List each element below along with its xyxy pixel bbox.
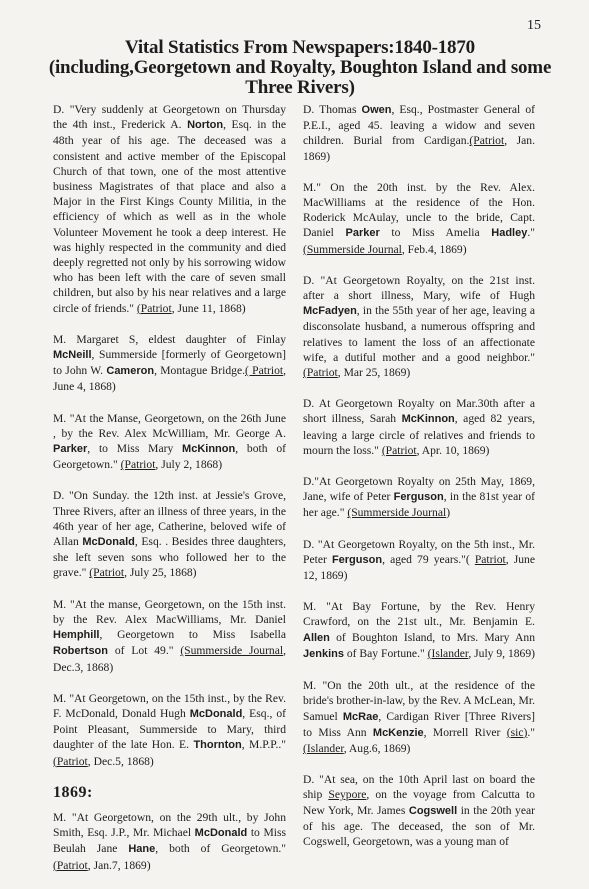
surname: McFadyen bbox=[303, 305, 357, 318]
surname: McNeill bbox=[53, 349, 92, 362]
entry-text: , Dec.3, 1868) bbox=[53, 644, 287, 674]
source-citation: (sic) bbox=[506, 725, 528, 739]
record-entry bbox=[303, 102, 535, 164]
entry-text: , aged 79 years."( bbox=[382, 552, 475, 566]
entry-text: , Morrell River bbox=[423, 725, 507, 739]
source-citation: Seypore bbox=[328, 788, 367, 802]
surname: McKenzie bbox=[372, 726, 424, 739]
surname: McDonald bbox=[194, 827, 248, 840]
entry-text: , July 25, 1868) bbox=[124, 566, 197, 580]
title-line-3: Three Rivers) bbox=[245, 77, 355, 98]
source-citation: (Islander bbox=[303, 741, 344, 755]
surname: Hane bbox=[128, 843, 156, 856]
entry-text: , June 12, 1869) bbox=[303, 552, 535, 583]
entry-text: , M.P.P.." bbox=[241, 738, 286, 752]
entry-text: ." bbox=[527, 725, 535, 739]
entry-text: , Feb.4, 1869) bbox=[401, 242, 467, 256]
record-entry bbox=[303, 180, 535, 257]
surname: Norton bbox=[187, 119, 224, 132]
entry-text: D. "At Georgetown Royalty, on the 5th inst., Mr. Peter bbox=[303, 537, 535, 566]
entry-text: , aged 82 years, leaving a large circle of relatives and friends to mourn the loss." bbox=[303, 412, 536, 457]
page-title bbox=[40, 38, 560, 98]
entry-text: M. "At Georgetown, on the 29th ult., by John Smith, Esq. J.P., Mr. Michael bbox=[53, 810, 286, 840]
entry-text: M. "On the 20th ult., at the residence of the bride's brother-in-law, by the Rev. A McLean, Mr. Samuel bbox=[303, 679, 535, 723]
source-citation: (Islander bbox=[427, 646, 469, 660]
entry-text: M. "At the Manse, Georgetown, on the 26th June , by the Rev. Alex McWilliam, Mr. George A. bbox=[53, 411, 286, 440]
entry-text: of Bay Fortune." bbox=[343, 646, 428, 660]
source-citation: (Patriot bbox=[469, 134, 505, 148]
surname: McDonald bbox=[189, 707, 243, 720]
title-line-1: Vital Statistics From Newspapers:1840-1870 bbox=[125, 37, 475, 58]
entry-text: D. At Georgetown Royalty on Mar.30th after a short illness, Sarah bbox=[303, 397, 535, 426]
entry-text: , Aug.6, 1869) bbox=[343, 741, 411, 755]
surname: Parker bbox=[345, 227, 380, 240]
surname: Jenkins bbox=[303, 647, 344, 660]
entry-text: , Jan. 1869) bbox=[303, 134, 535, 163]
surname: Ferguson bbox=[331, 553, 383, 566]
source-citation: Patriot bbox=[474, 552, 506, 566]
source-citation: (Summerside Journal bbox=[347, 506, 447, 520]
left-column bbox=[53, 102, 286, 889]
source-citation: (Patriot bbox=[136, 301, 172, 315]
entry-text: D."At Georgetown Royalty on 25th May, 1869, Jane, wife of Peter bbox=[303, 475, 535, 504]
source-citation: (Patriot bbox=[89, 566, 125, 580]
record-entry bbox=[303, 273, 535, 380]
record-entry bbox=[53, 597, 286, 675]
surname: McKinnon bbox=[182, 443, 236, 456]
entry-text: M. "At Georgetown, on the 15th inst., by the Rev. F. McDonald, Donald Hugh bbox=[53, 691, 286, 720]
entry-text: , Summerside [formerly of Georgetown] to John W. bbox=[53, 348, 286, 378]
surname: Thornton bbox=[193, 739, 242, 752]
entry-text: ) bbox=[446, 506, 451, 520]
surname: McKinnon bbox=[401, 413, 455, 426]
entry-text: , on the voyage from Calcutta to New York, Mr. James bbox=[303, 788, 535, 817]
record-entry bbox=[53, 691, 286, 769]
record-entry bbox=[53, 332, 286, 395]
source-citation: (Patriot bbox=[381, 443, 417, 457]
surname: Parker bbox=[53, 443, 88, 456]
entry-text: D. "At Georgetown Royalty, on the 21st inst. after a short illness, Mary, wife of Hugh bbox=[303, 273, 535, 303]
record-entry bbox=[303, 474, 535, 521]
entry-text: M." On the 20th inst. by the Rev. Alex. MacWilliams at the residence of the Hon. Roderick McAulay, uncle to the bride, Capt. Daniel bbox=[303, 180, 535, 240]
entry-text: of Boughton Island, to Mrs. Mary Ann bbox=[329, 630, 535, 644]
record-entry bbox=[303, 396, 535, 458]
entry-text: , Mar 25, 1869) bbox=[337, 366, 411, 380]
source-citation: ( Patriot bbox=[245, 364, 284, 378]
entry-text: M. Margaret S, eldest daughter of Finlay bbox=[53, 332, 286, 346]
surname: Robertson bbox=[53, 645, 108, 658]
entry-text: , Esq. in the 48th year of his age. The deceased was a consistent and active member of the Episcopal Church of that town, one of the most attentive business Magistrates of that place and also a Major in the First Kings County Militia, in the efficiency of which as well as in the whole Volunteer Movement he took a deep interest. He was highly respected in the community and died deeply regretted not only by his sorrowing widow who has been left with the care of seven small children, but also by his near relatives and a large circle of friends." bbox=[53, 118, 286, 315]
entry-text: , Montague Bridge. bbox=[154, 364, 246, 378]
entry-text: of Lot 49." bbox=[108, 644, 181, 658]
record-entry bbox=[303, 599, 535, 662]
source-citation: (Patriot bbox=[303, 366, 338, 380]
entry-text: , both of Georgetown." bbox=[53, 442, 286, 472]
surname: Cameron bbox=[106, 365, 155, 378]
entry-text: , Georgetown to Miss Isabella bbox=[99, 628, 286, 642]
source-citation: (Patriot bbox=[120, 458, 156, 472]
surname: McDonald bbox=[82, 536, 135, 549]
record-entry bbox=[53, 488, 286, 580]
entry-text: , Cardigan River [Three Rivers] to Miss Ann bbox=[303, 709, 535, 739]
surname: Cogswell bbox=[408, 804, 458, 817]
entry-text: , Apr. 10, 1869) bbox=[416, 443, 490, 457]
entry-text: , Esq., Postmaster General of P.E.I., aged 45. leaving a widow and seven children. Burial from Cardigan. bbox=[303, 103, 535, 148]
source-citation: (Summerside Journal bbox=[180, 644, 284, 658]
entry-text: to Miss Amelia bbox=[379, 226, 492, 240]
year-heading: 1869: bbox=[53, 783, 93, 801]
entry-text: , June 4, 1868) bbox=[53, 364, 286, 394]
entry-text: , Esq., of Point Pleasant, Summerside to Mary, third daughter of the late Hon. E. bbox=[53, 706, 287, 752]
source-citation: (Patriot bbox=[53, 754, 88, 768]
entry-text: , in the 55th year of her age, leaving a disconsolate husband, a numerous offspring and relatives to lament the loss of an affectionate wife, a dutiful mother and a good neighbor." bbox=[303, 304, 535, 364]
surname: Ferguson bbox=[393, 491, 444, 504]
entry-text: D. "Very suddenly at Georgetown on Thursday the 4th inst., Frederick A. bbox=[53, 103, 286, 132]
entry-text: , Dec.5, 1868) bbox=[87, 754, 154, 768]
record-entry bbox=[53, 102, 286, 316]
entry-text: D. "On Sunday. the 12th inst. at Jessie's Grove, Three Rivers, after an illness of three years, in the 46th year of her age, Catherine, beloved wife of Allan bbox=[53, 489, 286, 549]
record-entry bbox=[53, 411, 286, 473]
entry-text: , Jan.7, 1869) bbox=[87, 858, 151, 872]
entry-text: D. Thomas bbox=[303, 103, 362, 116]
entry-text: D. "At sea, on the 10th April last on board the ship bbox=[303, 773, 535, 802]
title-line-2: (including,Georgetown and Royalty, Boughton Island and some bbox=[48, 57, 552, 78]
entry-text: to Miss Beulah Jane bbox=[53, 826, 287, 856]
surname: Allen bbox=[303, 631, 330, 644]
entry-text: , July 2, 1868) bbox=[155, 458, 223, 472]
entry-text: , July 9, 1869) bbox=[468, 646, 536, 660]
entry-text: M. "At Bay Fortune, by the Rev. Henry Crawford, on the 21st ult., Mr. Benjamin E. bbox=[303, 600, 535, 629]
source-citation: (Patriot bbox=[53, 858, 88, 872]
record-entry bbox=[303, 772, 535, 849]
page-number: 15 bbox=[527, 18, 541, 33]
record-entry bbox=[303, 678, 535, 756]
surname: Owen bbox=[361, 104, 392, 116]
record-entry bbox=[53, 810, 286, 873]
surname: Hemphill bbox=[53, 629, 100, 642]
entry-text: , in the 81st year of her age." bbox=[303, 490, 535, 520]
entry-text: in the 20th year of his age. The deceased, the son of Mr. Cogswell, Georgetown, was a young man of bbox=[303, 803, 535, 848]
surname: McRae bbox=[342, 710, 379, 723]
entry-text: , June 11, 1868) bbox=[171, 301, 246, 315]
entry-text: M. "At the manse, Georgetown, on the 15th inst. by the Rev. Alex MacWilliams, Mr. Daniel bbox=[53, 597, 286, 626]
source-citation: (Summerside Journal bbox=[303, 242, 402, 256]
entry-text: , to Miss Mary bbox=[87, 442, 183, 456]
right-column bbox=[303, 102, 535, 865]
entry-text: , both of Georgetown." bbox=[155, 842, 286, 856]
entry-text: ." bbox=[527, 226, 535, 240]
surname: Hadley bbox=[491, 227, 528, 240]
entry-text: , Esq. . Besides three daughters, she left seven sons who followed her to the grave." bbox=[53, 535, 286, 580]
record-entry bbox=[303, 537, 535, 584]
